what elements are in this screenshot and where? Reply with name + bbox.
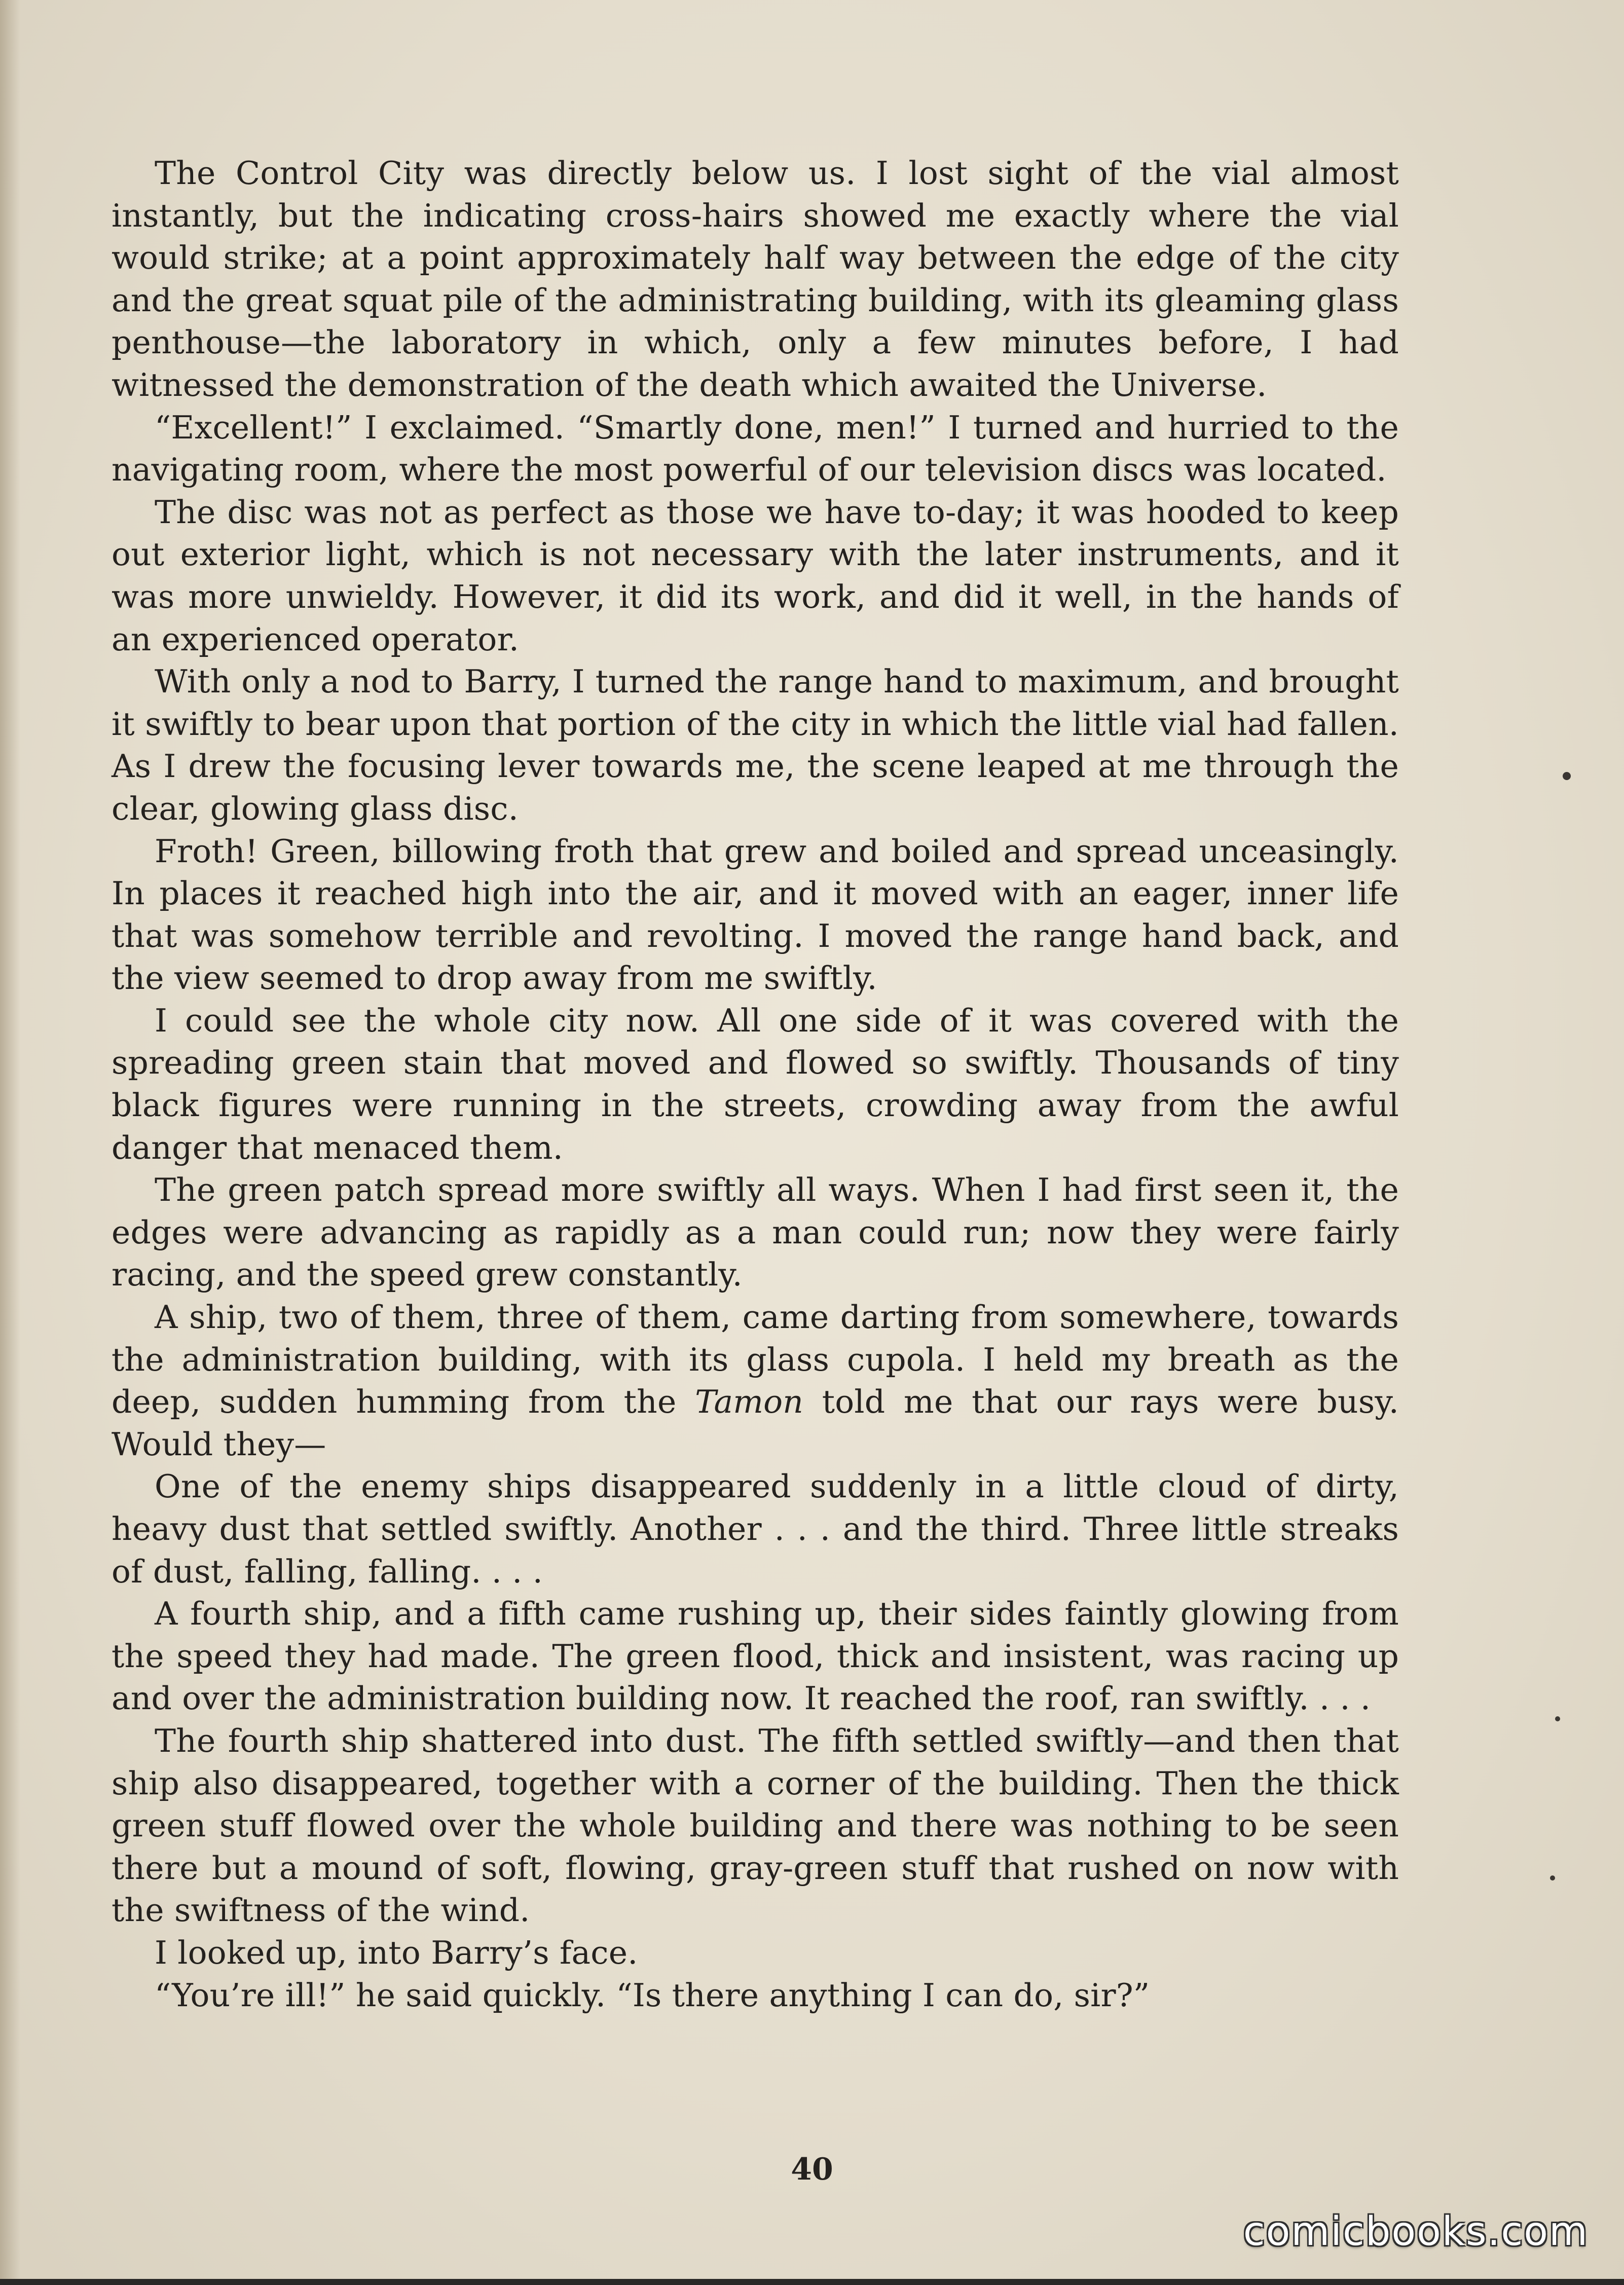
paragraph-tamon [112, 1296, 1399, 1465]
paragraph: One of the enemy ships disappeared suddenly in a little cloud of dirty, heavy dust that settled swiftly. Another . . . and the third. Three little streaks of dust, falling, falling. . . . [112, 1468, 1399, 1590]
paragraph: The fourth ship shattered into dust. The fifth settled swiftly—and then that ship also disappeared, together with a corner of the building. Then the thick green stuff flowed over the whole building and there was nothing to be seen there but a mound of soft, flowing, gray-green stuff that rushed on now with the swiftness of the wind. [112, 1722, 1399, 1929]
page-edge-bottom [0, 2279, 1624, 2285]
paragraph: “Excellent!” I exclaimed. “Smartly done, men!” I turned and hurried to the navigating room, where the most powerful of our television discs was located. [112, 409, 1399, 489]
paragraph: Froth! Green, billowing froth that grew and boiled and spread unceasingly. In places it reached high into the air, and it moved with an eager, inner life that was somehow terrible and revolting. I moved the range hand back, and the view seemed to drop away from me swiftly. [112, 832, 1399, 997]
page-speck [1555, 1716, 1560, 1721]
paragraph-text: A ship, two of them, three of them, came darting from somewhere, towards the administration building, with its glass cupola. I held my breath as the deep, sudden humming from the [112, 1299, 1399, 1421]
paragraph: The disc was not as perfect as those we have to-day; it was hooded to keep out exterior light, which is not necessary with the later instruments, and it was more unwieldy. However, it did its work, and did it well, in the hands of an experienced operator. [112, 493, 1399, 658]
paragraph: The Control City was directly below us. I lost sight of the vial almost instantly, but the indicating cross-hairs showed me exactly where the vial would strike; at a point approximately half way between the edge of the city and the great squat pile of the administrating building, with its gleaming glass penthouse—the laboratory in which, only a few minutes before, I had witnessed the demonstration of the death which awaited the Universe. [112, 155, 1399, 403]
paragraph: I looked up, into Barry’s face. [155, 1934, 638, 1971]
paragraph: I could see the whole city now. All one side of it was covered with the spreading green stain that moved and flowed so swiftly. Thousands of tiny black figures were running in the streets, crowding away from the awful danger that menaced them. [112, 1002, 1399, 1166]
paragraph: With only a nod to Barry, I turned the range hand to maximum, and brought it swiftly to bear upon that portion of the city in which the little vial had fallen. As I drew the focusing lever towards me, the scene leaped at me through the clear, glowing glass disc. [112, 663, 1399, 827]
paragraph-text: told me that our rays were busy. Would they— [112, 1383, 1399, 1463]
page-number: 40 [791, 2152, 833, 2187]
site-watermark: comicbooks.com [1243, 2209, 1589, 2255]
page-speck [1563, 772, 1571, 780]
page-shadow-left [0, 0, 20, 2285]
paragraph: The green patch spread more swiftly all ways. When I had first seen it, the edges were advancing as rapidly as a man could run; now they were fairly racing, and the speed grew constantly. [112, 1171, 1399, 1294]
paragraph: “You’re ill!” he said quickly. “Is there anything I can do, sir?” [155, 1976, 1150, 2014]
paragraph: A fourth ship, and a fifth came rushing up, their sides faintly glowing from the speed they had made. The green flood, thick and insistent, was racing up and over the administration building now. It reached the roof, ran swiftly. . . . [112, 1595, 1399, 1717]
story-text [112, 152, 1399, 2016]
page-speck [1550, 1875, 1555, 1881]
ship-name: Tamon [695, 1383, 804, 1421]
